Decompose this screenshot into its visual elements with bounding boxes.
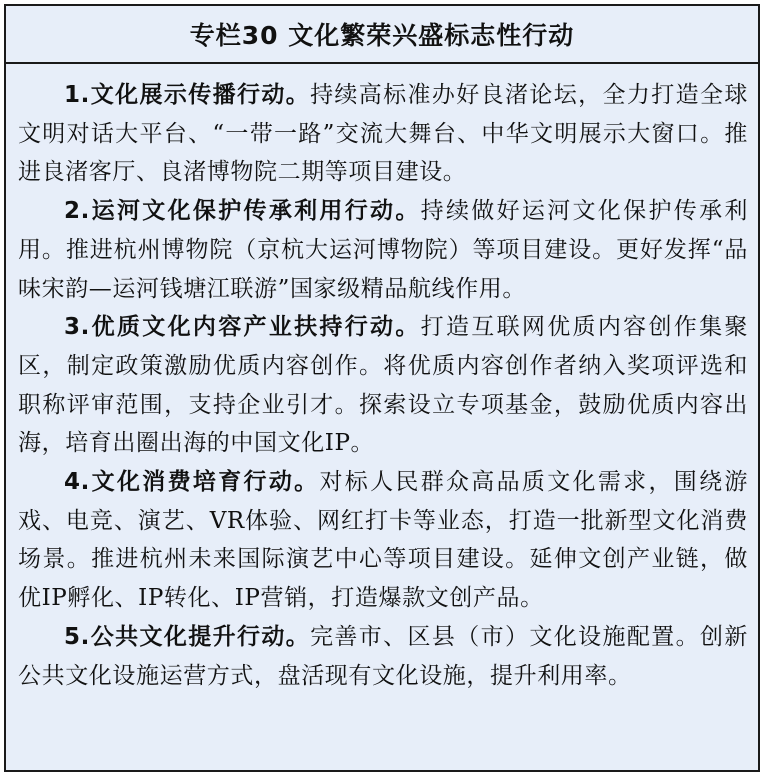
action-item xyxy=(18,618,748,695)
action-heading: 4.文化消费培育行动。 xyxy=(64,469,320,496)
column-box xyxy=(4,4,760,772)
column-title: 专栏30 文化繁荣兴盛标志性行动 xyxy=(6,6,758,64)
action-heading: 2.运河文化保护传承利用行动。 xyxy=(64,198,421,225)
action-text: 对标人民群众高品质文化需求，围绕游戏、电竞、演艺、VR体验、网红打卡等业态，打造一批新型文化消费场景。推进杭州未来国际演艺中心等项目建设。延伸文创产业链，做优IP孵化、IP转化、IP营销，打造爆款文创产品。 xyxy=(18,469,749,612)
action-heading: 1.文化展示传播行动。 xyxy=(64,82,311,108)
action-text: 持续做好运河文化保护传承利用。推进杭州博物院（京杭大运河博物院）等项目建设。更好发挥“品味宋韵—运河钱塘江联游”国家级精品航线作用。 xyxy=(18,198,748,302)
action-text: 持续高标准办好良渚论坛，全力打造全球文明对话大平台、“一带一路”交流大舞台、中华文明展示大窗口。推进良渚客厅、良渚博物院二期等项目建设。 xyxy=(18,82,748,186)
column-body xyxy=(6,64,758,695)
action-heading: 5.公共文化提升行动。 xyxy=(64,623,311,650)
action-item xyxy=(18,192,748,308)
action-text: 打造互联网优质内容创作集聚区，制定政策激励优质内容创作。将优质内容创作者纳入奖项评选和职称评审范围，支持企业引才。探索设立专项基金，鼓励优质内容出海，培育出圈出海的中国文化IP。 xyxy=(18,314,748,457)
action-heading: 3.优质文化内容产业扶持行动。 xyxy=(64,314,421,341)
action-text: 完善市、区县（市）文化设施配置。创新公共文化设施运营方式，盘活现有文化设施，提升利用率。 xyxy=(18,623,748,689)
action-item xyxy=(18,308,748,463)
action-item xyxy=(18,463,748,618)
action-item xyxy=(18,76,748,192)
